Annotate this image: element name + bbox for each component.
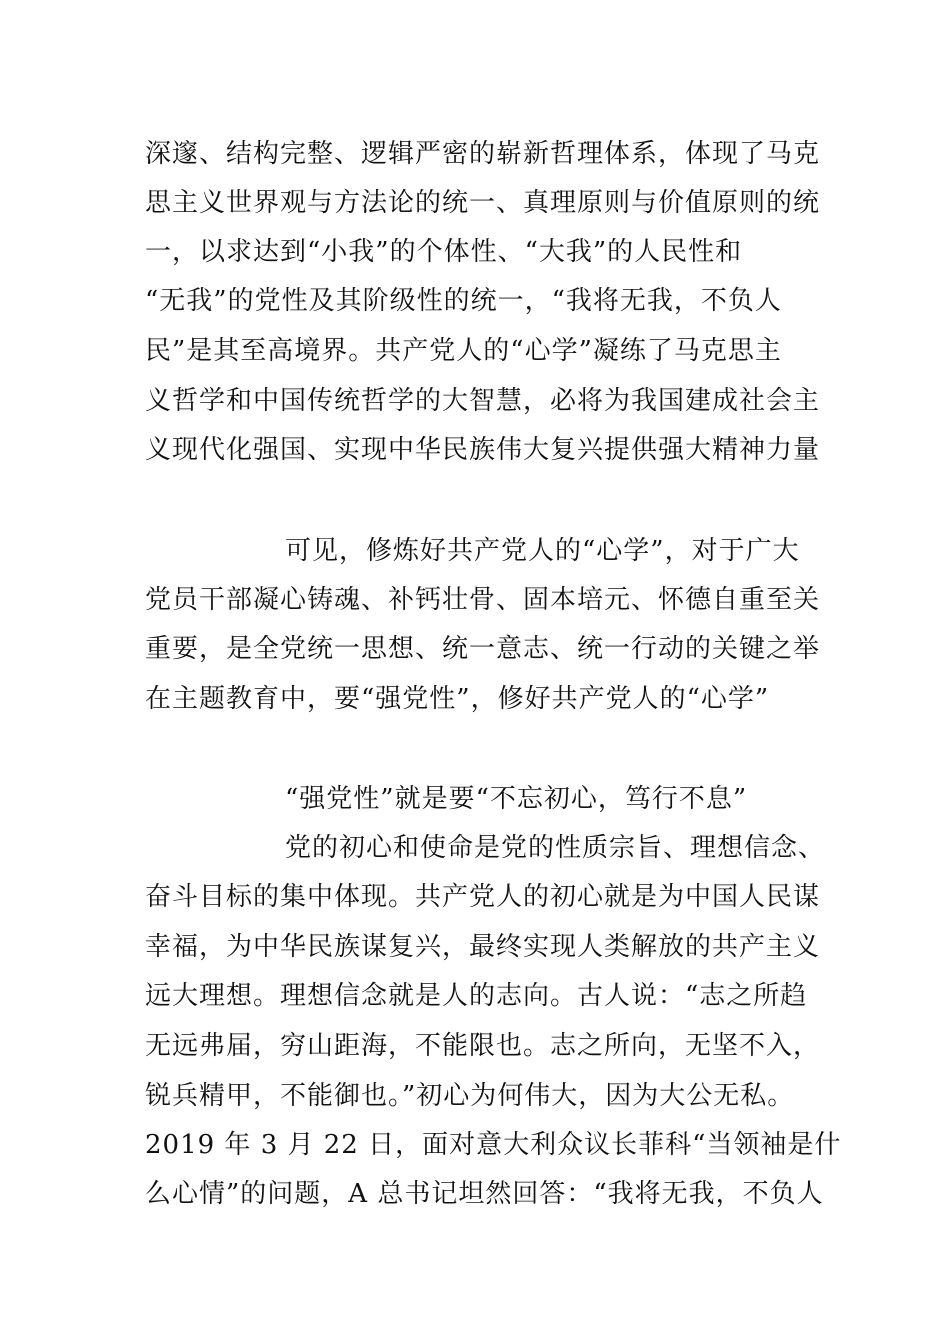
text-line: 深邃、结构完整、逻辑严密的崭新哲理体系，体现了马克 (145, 139, 821, 169)
text-line: 么心情”的问题，A 总书记坦然回答：“我将无我，不负人 (145, 1179, 824, 1209)
section-heading: “强党性”就是要“不忘初心，笃行不息” (285, 784, 748, 814)
text-line: 远大理想。理想信念就是人的志向。古人说：“志之所趋 (145, 981, 808, 1011)
text-line: 党员干部凝心铸魂、补钙壮骨、固本培元、怀德自重至关 (145, 585, 821, 615)
text-line: 锐兵精甲，不能御也。”初心为何伟大，因为大公无私。 (145, 1081, 795, 1111)
text-line: 2019 年 3 月 22 日，面对意大利众议长菲科“当领袖是什 (145, 1130, 842, 1160)
text-line: 奋斗目标的集中体现。共产党人的初心就是为中国人民谋 (145, 882, 821, 912)
text-line: 思主义世界观与方法论的统一、真理原则与价值原则的统 (145, 188, 821, 218)
text-line: 重要，是全党统一思想、统一意志、统一行动的关键之举 (145, 634, 821, 664)
text-line: 无远弗届，穷山距海，不能限也。志之所向，无坚不入， (145, 1031, 821, 1061)
text-line: 幸福，为中华民族谋复兴，最终实现人类解放的共产主义 (145, 932, 821, 962)
text-line: 义现代化强国、实现中华民族伟大复兴提供强大精神力量 (145, 435, 821, 465)
text-line: 民”是其至高境界。共产党人的“心学”凝练了马克思主 (145, 336, 782, 366)
text-line: 在主题教育中，要“强党性”，修好共产党人的“心学” (145, 684, 770, 714)
text-line: “无我”的党性及其阶级性的统一，“我将无我，不负人 (145, 286, 782, 316)
paragraph-first-line: 可见，修炼好共产党人的“心学”，对于广大 (285, 536, 800, 566)
text-line: 一，以求达到“小我”的个体性、“大我”的人民性和 (145, 237, 743, 267)
text-line: 义哲学和中国传统哲学的大智慧，必将为我国建成社会主 (145, 386, 821, 416)
paragraph-first-line: 党的初心和使命是党的性质宗旨、理想信念、 (285, 833, 826, 863)
